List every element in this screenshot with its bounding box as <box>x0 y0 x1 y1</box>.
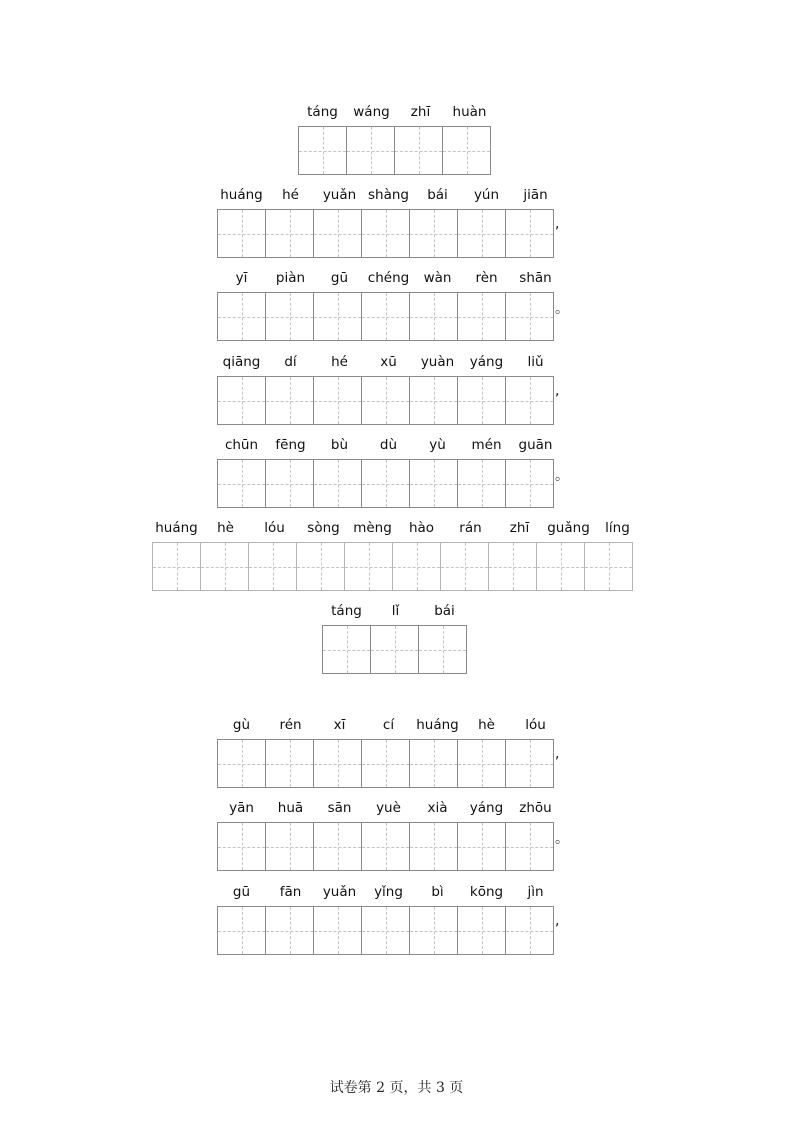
pinyin-line <box>322 603 469 621</box>
tianzige-box[interactable] <box>265 459 314 508</box>
punctuation-mark: 。 <box>555 831 569 847</box>
tianzige-box[interactable] <box>488 542 537 591</box>
pinyin-label: yuǎn <box>322 187 357 203</box>
tianzige-box[interactable] <box>361 906 410 955</box>
tianzige-box[interactable] <box>265 292 314 341</box>
tianzige-box[interactable] <box>409 739 458 788</box>
pinyin-label: bù <box>330 437 349 453</box>
pinyin-label: lóu <box>264 520 285 536</box>
pinyin-label: yuàn <box>420 354 455 370</box>
character-row <box>217 270 569 341</box>
tianzige-box[interactable] <box>457 209 506 258</box>
pinyin-label: xū <box>380 354 397 370</box>
pinyin-label: bái <box>434 603 455 619</box>
tianzige-box[interactable] <box>298 126 347 175</box>
pinyin-label: fēng <box>275 437 306 453</box>
tianzige-box[interactable] <box>409 822 458 871</box>
character-row <box>217 884 560 955</box>
pinyin-label: jìn <box>527 884 544 900</box>
pinyin-label: chūn <box>224 437 259 453</box>
pinyin-label: cí <box>382 717 395 733</box>
pinyin-label: sòng <box>307 520 340 536</box>
pinyin-label: rèn <box>475 270 498 286</box>
tianzige-box[interactable] <box>440 542 489 591</box>
pinyin-label: huáng <box>155 520 198 536</box>
punctuation-mark: 。 <box>555 301 569 317</box>
pinyin-label: mén <box>471 437 502 453</box>
pinyin-label: rán <box>459 520 482 536</box>
writing-boxes <box>217 459 569 508</box>
pinyin-label: huā <box>277 800 304 816</box>
tianzige-box[interactable] <box>217 292 266 341</box>
tianzige-box[interactable] <box>361 292 410 341</box>
tianzige-box[interactable] <box>217 906 266 955</box>
punctuation-mark: 。 <box>555 468 569 484</box>
tianzige-box[interactable] <box>536 542 585 591</box>
tianzige-box[interactable] <box>200 542 249 591</box>
tianzige-box[interactable] <box>409 459 458 508</box>
pinyin-line <box>217 187 560 205</box>
pinyin-label: yī <box>235 270 248 286</box>
writing-boxes <box>217 739 560 788</box>
pinyin-label: hào <box>408 520 435 536</box>
pinyin-label: yǐng <box>374 884 403 900</box>
tianzige-box[interactable] <box>265 739 314 788</box>
tianzige-box[interactable] <box>313 292 362 341</box>
tianzige-box[interactable] <box>505 376 554 425</box>
tianzige-box[interactable] <box>217 209 266 258</box>
pinyin-label: yù <box>429 437 446 453</box>
pinyin-line <box>217 717 560 735</box>
tianzige-box[interactable] <box>322 625 371 674</box>
pinyin-line <box>217 884 560 902</box>
pinyin-label: hè <box>478 717 495 733</box>
tianzige-box[interactable] <box>584 542 633 591</box>
tianzige-box[interactable] <box>457 739 506 788</box>
pinyin-label: yáng <box>469 800 504 816</box>
tianzige-box[interactable] <box>409 209 458 258</box>
tianzige-box[interactable] <box>505 209 554 258</box>
pinyin-line <box>298 104 494 122</box>
pinyin-line <box>152 520 642 538</box>
pinyin-line <box>217 437 560 455</box>
tianzige-box[interactable] <box>265 209 314 258</box>
pinyin-label: lóu <box>525 717 546 733</box>
punctuation-mark: , <box>555 383 560 399</box>
tianzige-box[interactable] <box>313 376 362 425</box>
writing-boxes <box>217 906 560 955</box>
tianzige-box[interactable] <box>152 542 201 591</box>
tianzige-box[interactable] <box>248 542 297 591</box>
tianzige-box[interactable] <box>505 459 554 508</box>
pinyin-label: bái <box>427 187 448 203</box>
pinyin-label: yuǎn <box>322 884 357 900</box>
tianzige-box[interactable] <box>346 126 395 175</box>
tianzige-box[interactable] <box>217 822 266 871</box>
punctuation-mark: , <box>555 913 560 929</box>
tianzige-box[interactable] <box>457 906 506 955</box>
tianzige-box[interactable] <box>313 822 362 871</box>
pinyin-label: sān <box>327 800 352 816</box>
pinyin-label: táng <box>331 603 362 619</box>
pinyin-label: zhōu <box>519 800 552 816</box>
character-row <box>322 603 469 674</box>
pinyin-label: guǎng <box>547 520 590 536</box>
pinyin-label: táng <box>307 104 338 120</box>
tianzige-box[interactable] <box>313 906 362 955</box>
tianzige-box[interactable] <box>265 906 314 955</box>
writing-boxes <box>322 625 469 674</box>
pinyin-label: liǔ <box>527 354 544 370</box>
pinyin-label: líng <box>605 520 630 536</box>
character-row <box>217 354 560 425</box>
tianzige-box[interactable] <box>265 376 314 425</box>
tianzige-box[interactable] <box>296 542 345 591</box>
character-row <box>217 717 560 788</box>
pinyin-label: shān <box>519 270 552 286</box>
tianzige-box[interactable] <box>361 376 410 425</box>
writing-boxes <box>217 376 560 425</box>
tianzige-box[interactable] <box>313 209 362 258</box>
character-row <box>152 520 642 591</box>
pinyin-label: yún <box>473 187 500 203</box>
writing-boxes <box>217 292 569 341</box>
writing-boxes <box>217 209 560 258</box>
tianzige-box[interactable] <box>409 906 458 955</box>
pinyin-label: rén <box>279 717 302 733</box>
character-row <box>298 104 494 175</box>
tianzige-box[interactable] <box>505 739 554 788</box>
character-row <box>217 187 560 258</box>
page-footer: 试卷第 2 页，共 3 页 <box>329 1080 464 1096</box>
pinyin-label: mèng <box>353 520 392 536</box>
pinyin-label: jiān <box>523 187 548 203</box>
pinyin-label: gū <box>232 884 251 900</box>
pinyin-label: xī <box>333 717 346 733</box>
pinyin-line <box>217 800 560 818</box>
pinyin-label: zhī <box>410 104 431 120</box>
pinyin-label: hé <box>331 354 348 370</box>
tianzige-box[interactable] <box>344 542 393 591</box>
tianzige-box[interactable] <box>457 459 506 508</box>
tianzige-box[interactable] <box>217 739 266 788</box>
pinyin-label: fān <box>279 884 302 900</box>
tianzige-box[interactable] <box>392 542 441 591</box>
pinyin-label: zhī <box>509 520 530 536</box>
pinyin-label: wáng <box>353 104 390 120</box>
tianzige-box[interactable] <box>217 459 266 508</box>
pinyin-label: gū <box>330 270 349 286</box>
pinyin-label: huáng <box>220 187 263 203</box>
pinyin-label: hé <box>282 187 299 203</box>
tianzige-box[interactable] <box>361 209 410 258</box>
tianzige-box[interactable] <box>409 292 458 341</box>
pinyin-label: hè <box>217 520 234 536</box>
pinyin-line <box>217 354 560 372</box>
pinyin-label: kōng <box>469 884 504 900</box>
pinyin-label: guān <box>518 437 553 453</box>
pinyin-line <box>217 270 560 288</box>
pinyin-label: qiāng <box>222 354 261 370</box>
tianzige-box[interactable] <box>442 126 491 175</box>
pinyin-label: huàn <box>452 104 487 120</box>
tianzige-box[interactable] <box>418 625 467 674</box>
pinyin-label: wàn <box>423 270 452 286</box>
tianzige-box[interactable] <box>457 292 506 341</box>
tianzige-box[interactable] <box>457 822 506 871</box>
pinyin-label: chéng <box>367 270 410 286</box>
tianzige-box[interactable] <box>265 822 314 871</box>
pinyin-label: bì <box>431 884 444 900</box>
tianzige-box[interactable] <box>361 459 410 508</box>
pinyin-label: lǐ <box>391 603 400 619</box>
writing-boxes <box>152 542 642 591</box>
pinyin-label: yuè <box>376 800 401 816</box>
pinyin-label: huáng <box>416 717 459 733</box>
pinyin-label: yáng <box>469 354 504 370</box>
tianzige-box[interactable] <box>217 376 266 425</box>
tianzige-box[interactable] <box>409 376 458 425</box>
character-row <box>217 437 569 508</box>
pinyin-label: gù <box>232 717 251 733</box>
tianzige-box[interactable] <box>505 292 554 341</box>
punctuation-mark: , <box>555 746 560 762</box>
tianzige-box[interactable] <box>361 739 410 788</box>
pinyin-label: dù <box>379 437 398 453</box>
pinyin-label: piàn <box>275 270 306 286</box>
tianzige-box[interactable] <box>505 822 554 871</box>
tianzige-box[interactable] <box>313 459 362 508</box>
writing-boxes <box>298 126 494 175</box>
tianzige-box[interactable] <box>505 906 554 955</box>
tianzige-box[interactable] <box>313 739 362 788</box>
tianzige-box[interactable] <box>370 625 419 674</box>
pinyin-label: yān <box>229 800 254 816</box>
tianzige-box[interactable] <box>457 376 506 425</box>
tianzige-box[interactable] <box>361 822 410 871</box>
tianzige-box[interactable] <box>394 126 443 175</box>
writing-boxes <box>217 822 569 871</box>
pinyin-label: xià <box>427 800 448 816</box>
character-row <box>217 800 569 871</box>
punctuation-mark: , <box>555 216 560 232</box>
pinyin-label: dí <box>284 354 297 370</box>
pinyin-label: shàng <box>368 187 409 203</box>
